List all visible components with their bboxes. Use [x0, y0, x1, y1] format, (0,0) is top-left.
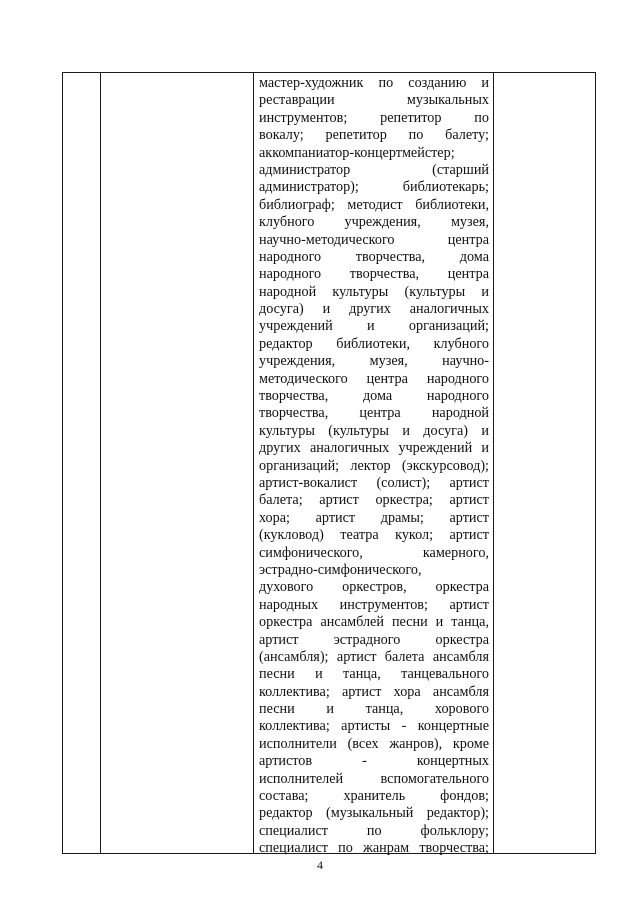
- cell-line: балета; артист оркестра; артист: [259, 492, 489, 509]
- cell-line: (ансамбля); артист балета ансамбля: [259, 648, 489, 665]
- cell-line: учреждений и организаций;: [259, 318, 489, 335]
- cell-line: учреждения, музея, научно-: [259, 353, 489, 370]
- cell-line: духового оркестров, оркестра: [259, 579, 489, 596]
- cell-line: реставрации музыкальных: [259, 92, 489, 109]
- cell-line: аккомпаниатор-концертмейстер;: [259, 144, 455, 161]
- column-divider-1: [100, 73, 101, 853]
- cell-line: артист-вокалист (солист); артист: [259, 474, 489, 491]
- cell-line: коллектива; артист хора ансамбля: [259, 683, 489, 700]
- cell-line: библиограф; методист библиотеки,: [259, 196, 489, 213]
- cell-line: коллектива; артисты - концертные: [259, 718, 489, 735]
- page-number: 4: [317, 858, 323, 872]
- document-table: [62, 72, 596, 857]
- cell-line: вокалу; репетитор по балету;: [259, 127, 489, 144]
- cell-line: народного творчества, дома: [259, 248, 489, 265]
- cell-line: песни и танца, хорового: [259, 701, 489, 718]
- cell-line: артистов - концертных: [259, 753, 489, 770]
- cell-line: народного творчества, центра: [259, 266, 489, 283]
- cell-line: редактор (музыкальный редактор);: [259, 805, 489, 822]
- positions-list-cell: [259, 75, 489, 858]
- cell-line: оркестра ансамблей песни и танца,: [259, 614, 489, 631]
- cell-line: творчества, центра народной: [259, 405, 489, 422]
- cell-line: исполнителей вспомогательного: [259, 770, 489, 787]
- cell-line: других аналогичных учреждений и: [259, 440, 489, 457]
- cell-line: (кукловод) театра кукол; артист: [259, 527, 489, 544]
- cell-line: редактор библиотеки, клубного: [259, 335, 489, 352]
- cell-line: народных инструментов; артист: [259, 596, 489, 613]
- cell-line: творчества, дома народного: [259, 388, 489, 405]
- cell-line: инструментов; репетитор по: [259, 109, 489, 126]
- cell-line: методического центра народного: [259, 370, 489, 387]
- cell-line: эстрадно-симфонического,: [259, 561, 422, 578]
- cell-line: администратор (старший: [259, 161, 489, 178]
- cell-line: специалист по жанрам творчества;: [259, 840, 489, 857]
- cell-line: симфонического, камерного,: [259, 544, 489, 561]
- cell-line: специалист по фольклору;: [259, 822, 489, 839]
- cell-line: досуга) и других аналогичных: [259, 301, 489, 318]
- cell-line: мастер-художник по созданию и: [259, 75, 489, 91]
- column-divider-3: [493, 73, 494, 853]
- cell-line: научно-методического центра: [259, 231, 489, 248]
- cell-line: клубного учреждения, музея,: [259, 214, 489, 231]
- cell-line: состава; хранитель фондов;: [259, 788, 489, 805]
- cell-line: песни и танца, танцевального: [259, 666, 489, 683]
- cell-line: исполнители (всех жанров), кроме: [259, 735, 489, 752]
- cell-line: хора; артист драмы; артист: [259, 509, 489, 526]
- cell-line: народной культуры (культуры и: [259, 283, 489, 300]
- cell-line: администратор); библиотекарь;: [259, 179, 489, 196]
- cell-line: культуры (культуры и досуга) и: [259, 422, 489, 439]
- column-divider-2: [253, 73, 254, 853]
- cell-line: организаций; лектор (экскурсовод);: [259, 457, 489, 474]
- cell-line: артист эстрадного оркестра: [259, 631, 489, 648]
